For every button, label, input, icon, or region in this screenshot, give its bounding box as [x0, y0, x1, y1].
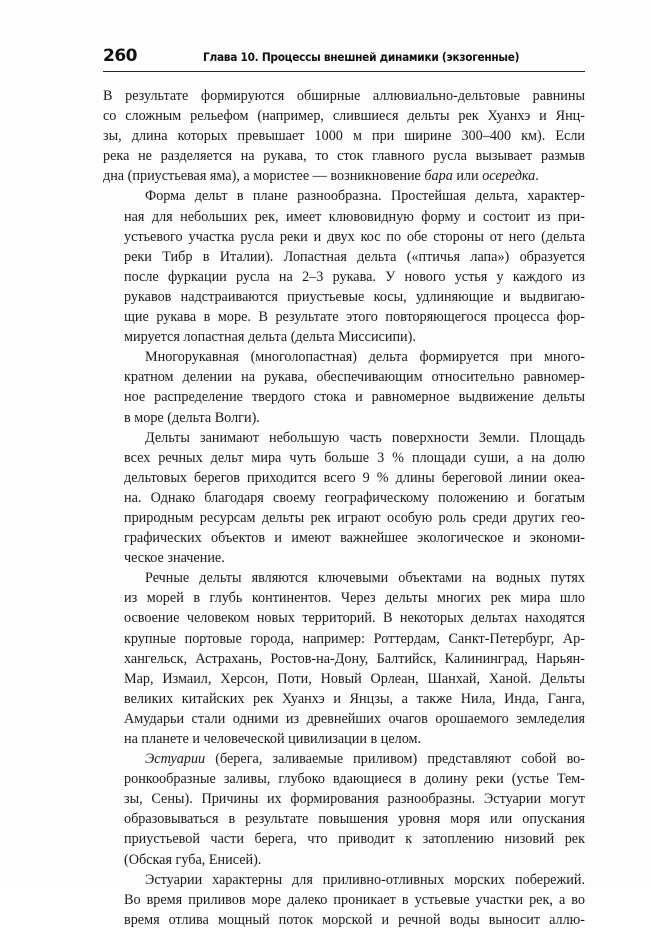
text-line: графических объектов и имеют важнейшее экологическое и экономи-	[124, 530, 585, 547]
text-line: мируется лопастная дельта (дельта Миссисипи).	[124, 329, 416, 346]
text-line	[103, 166, 585, 186]
text-line: рукавов надстраиваются приустьевые косы, удлиняющие и выдвигаю-	[124, 288, 585, 305]
paragraph-3	[103, 347, 585, 427]
text-line: В результате формируются обширные аллювиально-дельтовые равнины	[103, 88, 585, 104]
text-line: Амударьи стали одними из древнейших очагов орошаемого земледелия	[124, 710, 585, 727]
text-fragment: .	[535, 168, 539, 185]
text-line: на планете и человеческой цивилизации в целом.	[124, 731, 422, 747]
term-bar: бара	[424, 168, 453, 185]
text-line: кратном делении на рукава, обеспечивающим относительно равномер-	[124, 369, 585, 386]
text-line: освоение человеком новых территорий. В некоторых дельтах находятся	[124, 610, 585, 627]
text-line: Речные дельты являются ключевыми объектами на водных путях	[145, 570, 585, 587]
text-line: щие рукава в море. В результате этого повторяющегося процесса фор-	[124, 309, 585, 326]
text-line: Многорукавная (многолопастная) дельта формируется при много-	[145, 349, 585, 366]
text-line: ческое значение.	[124, 550, 225, 567]
text-line: хангельск, Астрахань, Ростов-на-Дону, Балтийск, Калининград, Нарьян-	[124, 650, 585, 667]
paragraph-1	[103, 86, 585, 186]
running-title: Глава 10. Процессы внешней динамики (экзогенные)	[203, 50, 520, 64]
text-line: ная для небольших рек, имеет клювовидную форму и состоит из при-	[124, 208, 585, 225]
text-line: Дельты занимают небольшую часть поверхности Земли. Площадь	[145, 429, 585, 446]
term-estuaries: Эстуарии	[145, 751, 206, 768]
page-header	[103, 45, 585, 72]
paragraph-2	[103, 186, 585, 347]
text-line: ронкообразные заливы, глубоко вдающиеся в долину реки (устье Тем-	[124, 771, 585, 788]
text-line: всех речных дельт мира чуть больше 3 % площади суши, а на долю	[124, 449, 585, 466]
text-line: устьевого участка русла реки и двух кос по обе стороны от него (дельта	[124, 228, 585, 245]
text-line: на. Однако благодаря своему географическому положению и богатым	[124, 489, 585, 506]
text-line: Мар, Измаил, Херсон, Поти, Новый Орлеан, Шанхай, Ханой. Дельты	[124, 670, 585, 687]
paragraph-7	[103, 870, 585, 930]
text-line: из морей в глубь континентов. Через дельты многих рек мира шло	[124, 590, 585, 607]
text-line: Во время приливов море далеко проникает в устьевые участки рек, а во	[124, 891, 585, 908]
text-line: со сложным рельефом (например, слившиеся дельты рек Хуанхэ и Янц-	[103, 108, 585, 125]
text-line: реки Тибр в Италии). Лопастная дельта («птичья лапа») образуется	[124, 248, 585, 265]
text-line: ное распределение твердого стока и равномерное выдвижение дельты	[124, 389, 585, 406]
text-line: Форма дельт в плане разнообразна. Простейшая дельта, характер-	[145, 188, 585, 205]
text-line: Эстуарии характерны для приливно-отливных морских побережий.	[145, 871, 585, 888]
text-line: после фуркации русла на 2–3 рукава. У нового устья у каждого из	[124, 268, 585, 285]
body-text	[103, 86, 585, 930]
text-line: зы, Сены). Причины их формирования разнообразны. Эстуарии могут	[124, 791, 585, 808]
text-fragment: дна (приустьевая яма), а мористее — возникновение	[103, 168, 425, 185]
text-line	[103, 749, 585, 769]
text-line: река не разделяется на рукава, то сток главного русла вызывает размыв	[103, 148, 585, 165]
text-line: природным ресурсам дельты рек играют особую роль среди других гео-	[124, 509, 585, 526]
text-line: дельтовых берегов приходится всего 9 % длины береговой линии океа-	[124, 469, 585, 486]
text-line: великих китайских рек Хуанхэ и Янцзы, а также Нила, Инда, Ганга,	[124, 690, 585, 707]
text-fragment: (берега, заливаемые приливом) представляют собой во-	[205, 751, 585, 768]
text-line: время отлива мощный поток морской и речной воды выносит аллю-	[124, 911, 585, 928]
paragraph-6	[103, 749, 585, 870]
text-line: крупные портовые города, например: Роттердам, Санкт-Петербург, Ар-	[124, 630, 585, 647]
text-line: зы, длина которых превышает 1000 м при ширине 300–400 км). Если	[103, 128, 585, 145]
text-line: в море (дельта Волги).	[124, 409, 260, 426]
paragraph-4	[103, 428, 585, 569]
text-line: образовываться в результате повышения уровня моря или опускания	[124, 811, 585, 828]
text-line: (Обская губа, Енисей).	[124, 851, 262, 868]
term-oseredok: осередка	[482, 168, 536, 185]
paragraph-5	[103, 568, 585, 749]
text-fragment: или	[452, 168, 483, 185]
text-line: приустьевой части берега, что приводит к затоплению низовий рек	[124, 831, 585, 848]
page-number: 260	[103, 46, 137, 66]
